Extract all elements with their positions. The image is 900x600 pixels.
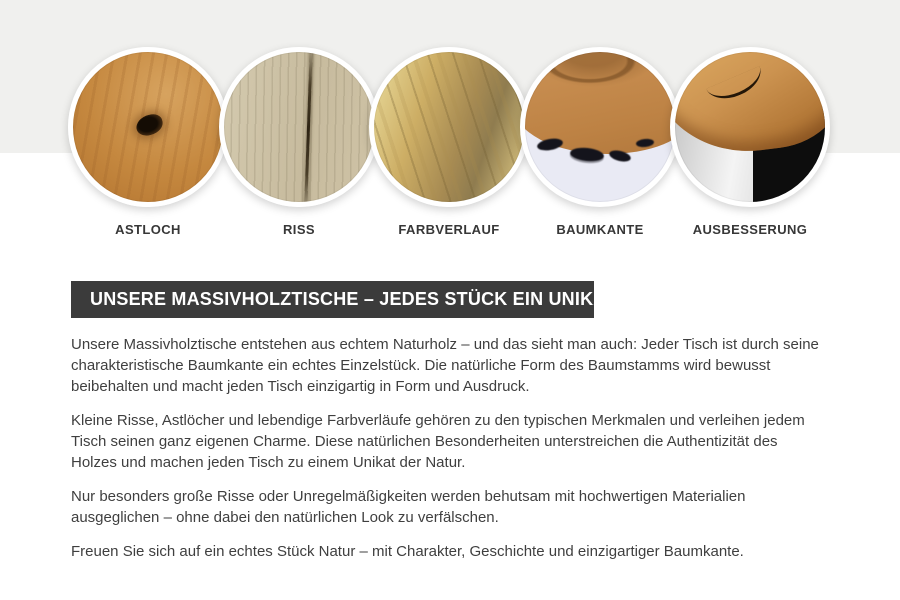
body-copy (71, 334, 823, 575)
section-heading-text: UNSERE MASSIVHOLZTISCHE – JEDES STÜCK EIN UNIKAT (90, 289, 617, 309)
wood-repaired-corner-photo (670, 47, 830, 207)
feature-item-ausbesserung (670, 47, 830, 237)
repaired-crack-line (706, 66, 767, 106)
bark-spot (608, 148, 632, 163)
dark-shadow-area (753, 106, 825, 202)
wood-crack-photo (219, 47, 379, 207)
metal-leg-surface (675, 115, 771, 202)
feature-item-baumkante (520, 47, 680, 237)
knot-spot (134, 112, 165, 138)
body-paragraph-4: Freuen Sie sich auf ein echtes Stück Natur – mit Charakter, Geschichte und einzigartiger Baumkante. (71, 543, 744, 560)
feature-item-farbverlauf (369, 47, 529, 237)
crack-line (304, 47, 313, 207)
feature-item-astloch (68, 47, 228, 237)
feature-label-ausbesserung: AUSBESSERUNG (692, 222, 808, 237)
bark-spot (569, 146, 604, 162)
bark-spot (536, 137, 564, 152)
feature-label-farbverlauf: FARBVERLAUF (398, 222, 500, 237)
feature-label-riss: RISS (283, 222, 315, 237)
feature-label-astloch: ASTLOCH (115, 222, 181, 237)
wood-live-edge-photo (520, 47, 680, 207)
wood-color-gradient-photo (369, 47, 529, 207)
table-corner-wood (670, 47, 830, 162)
section-heading (71, 281, 617, 318)
wood-knot-photo (68, 47, 228, 207)
feature-item-riss (219, 47, 379, 237)
feature-label-baumkante: BAUMKANTE (556, 222, 644, 237)
body-paragraph-1: Unsere Massivholztische entstehen aus echtem Naturholz – und das sieht man auch: Jeder Tisch ist durch seine charakteristische Baumkante ein echtes Einzelstück. Die natürliche Form des Baumstamms wird bewusst beibehalten und macht jeden Tisch einzigartig in Form und Ausdruck. (71, 336, 819, 395)
bark-spot (636, 138, 655, 148)
body-paragraph-3: Nur besonders große Risse oder Unregelmäßigkeiten werden behutsam mit hochwertigen Materialien ausgeglichen – ohne dabei den natürlichen Look zu verfälschen. (71, 488, 746, 526)
live-edge-wood (520, 47, 680, 154)
body-paragraph-2: Kleine Risse, Astlöcher und lebendige Farbverläufe gehören zu den typischen Merkmalen und verleihen jedem Tisch seinen ganz eigenen Charme. Diese natürlichen Besonderheiten unterstreichen die Authentizität des Holzes und machen jeden Tisch zu einem Unikat der Natur. (71, 412, 805, 471)
